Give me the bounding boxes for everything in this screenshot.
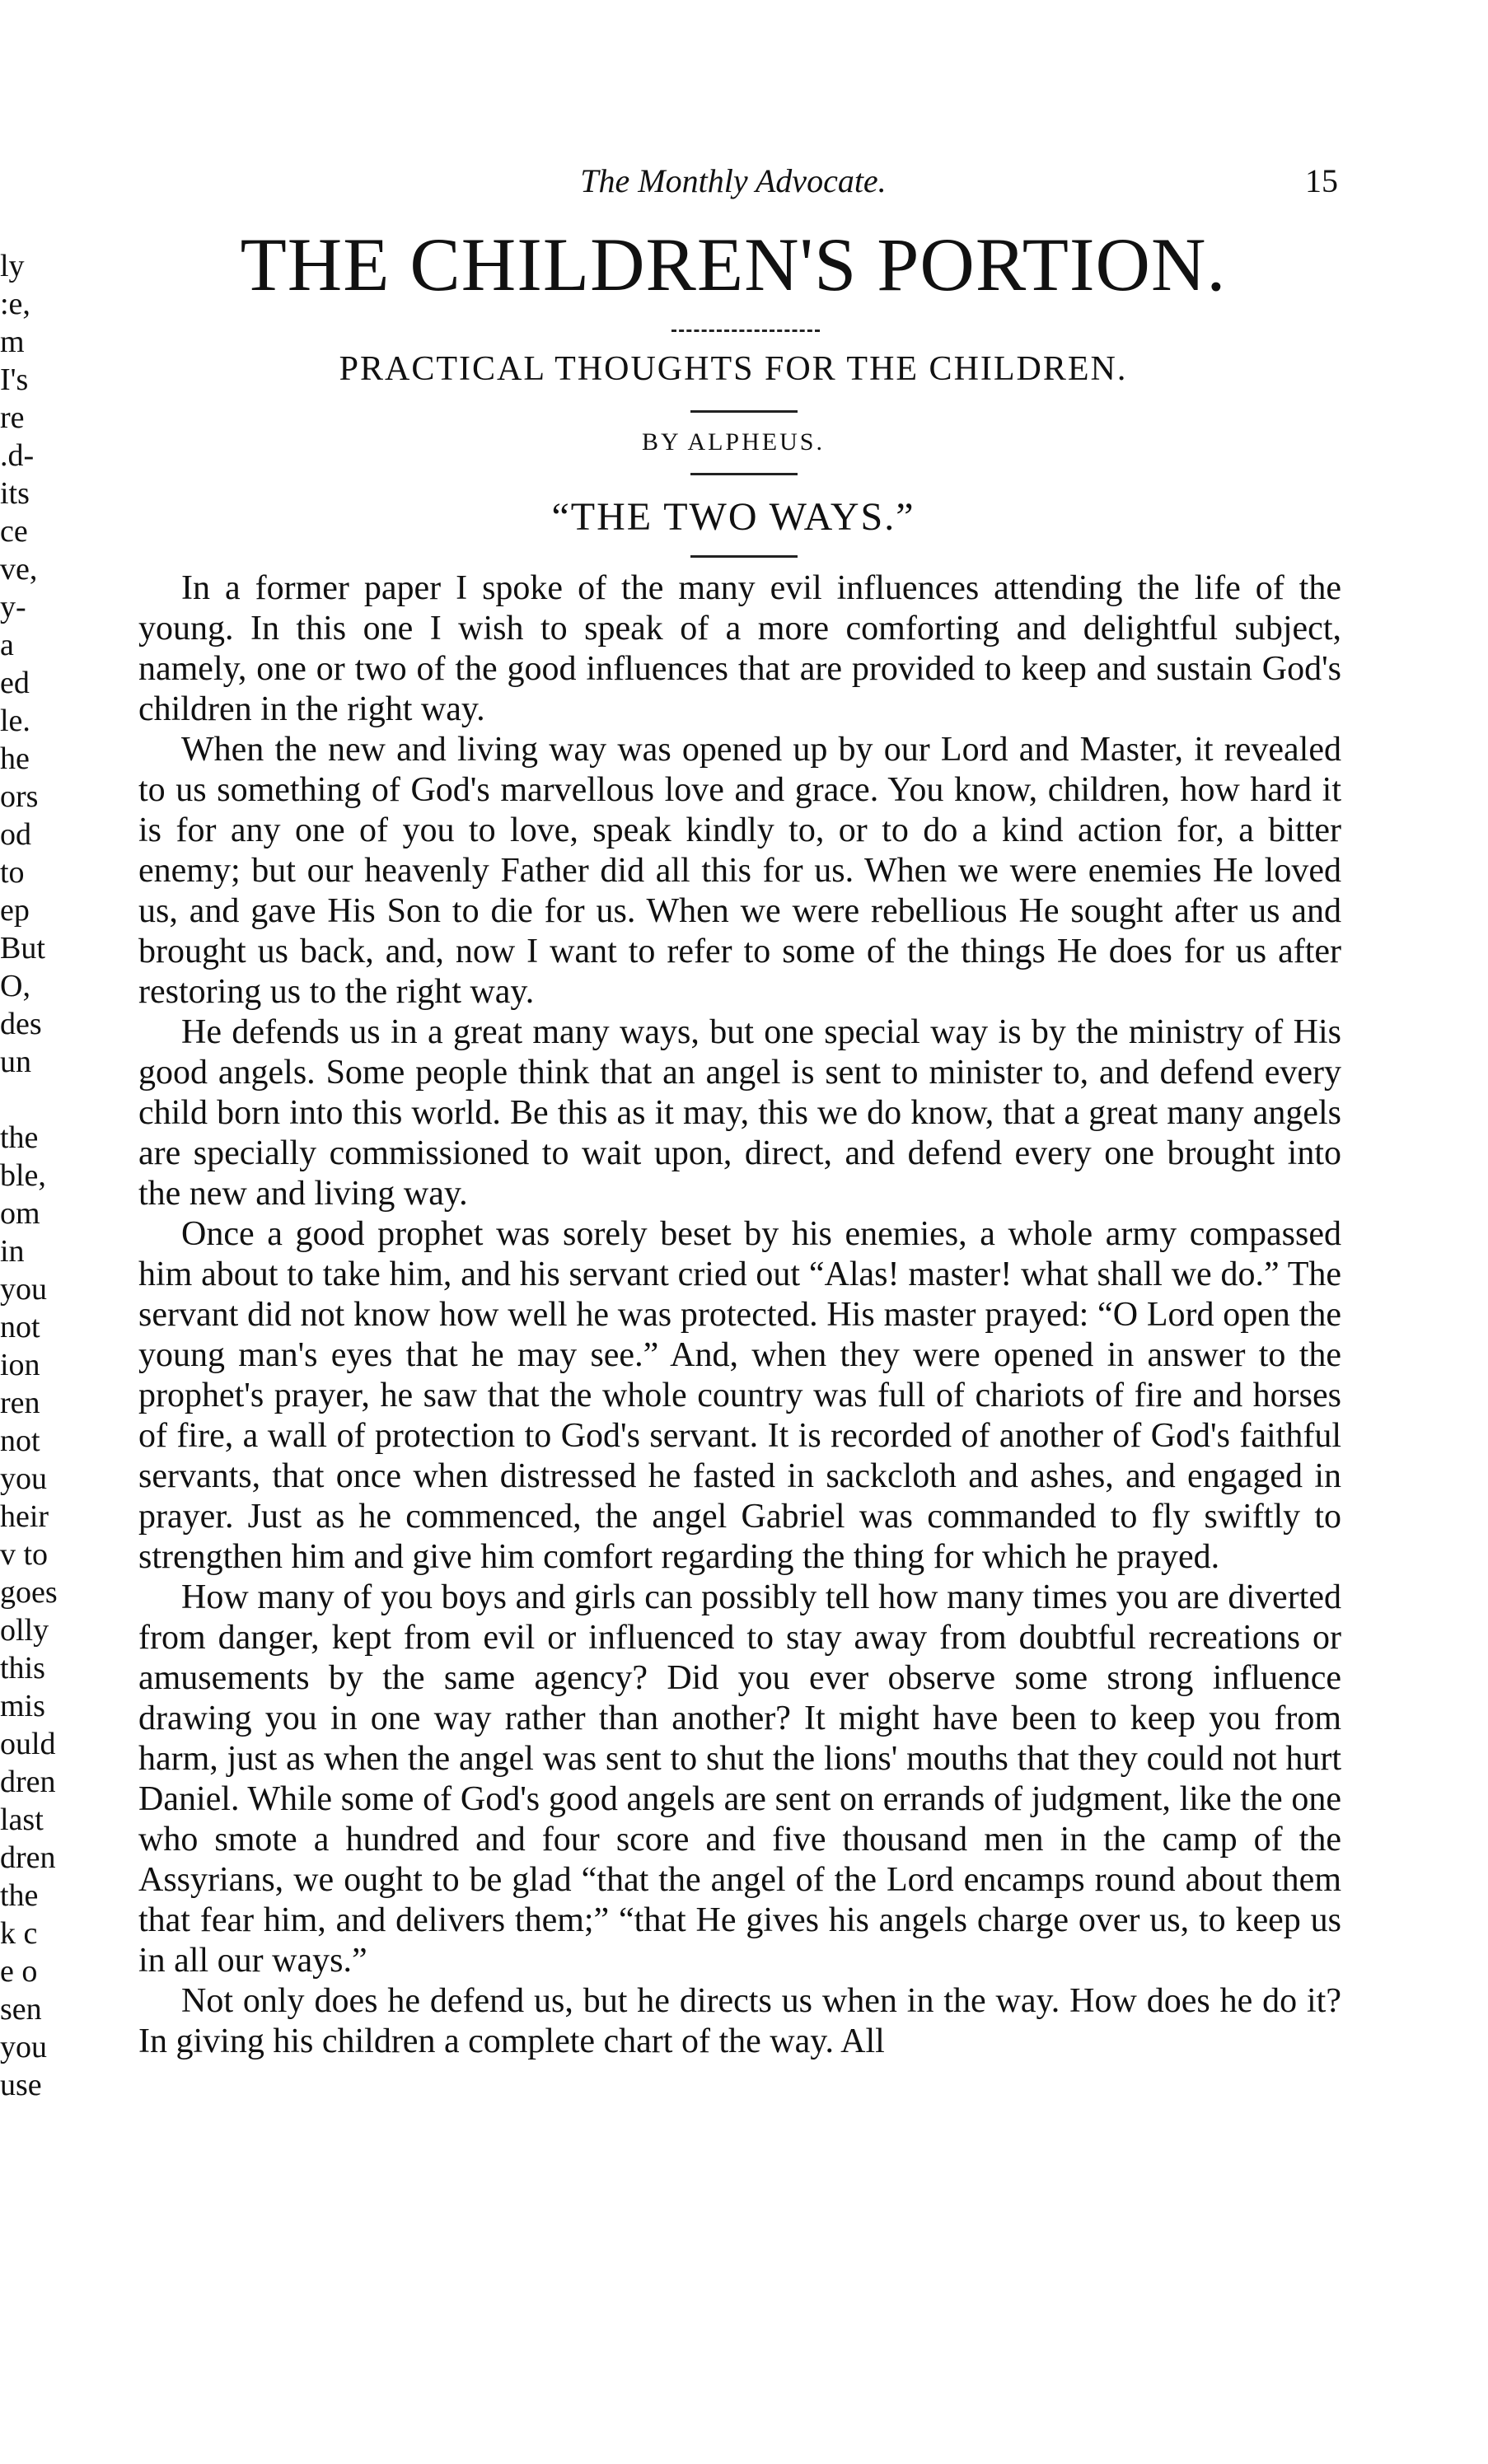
margin-fragment: ould	[0, 1727, 56, 1761]
margin-fragment: ors	[0, 779, 39, 814]
margin-fragment: :e,	[0, 287, 30, 321]
margin-fragment: heir	[0, 1499, 49, 1534]
margin-fragment: not	[0, 1310, 40, 1344]
margin-fragment: v to	[0, 1537, 49, 1572]
margin-fragment: dren	[0, 1765, 56, 1799]
margin-fragment: its	[0, 476, 30, 511]
margin-fragment: re	[0, 400, 25, 435]
margin-fragment: O,	[0, 969, 30, 1003]
margin-fragment: ion	[0, 1348, 40, 1382]
margin-fragment: to	[0, 855, 25, 890]
page-number: 15	[1305, 162, 1338, 199]
margin-fragment: k c	[0, 1916, 38, 1951]
margin-fragment: sen	[0, 1992, 42, 2027]
article-subtitle: PRACTICAL THOUGHTS FOR THE CHILDREN.	[339, 350, 1128, 388]
article-heading: “THE TWO WAYS.”	[551, 495, 915, 539]
margin-fragment: in	[0, 1234, 25, 1269]
margin-fragment: not	[0, 1424, 40, 1458]
margin-fragment: m	[0, 325, 25, 359]
body-paragraph: How many of you boys and girls can possibly tell how many times you are diverted from danger, kept from evil or influenced to stay away from doubtful recreations or amusements by the same agency? Did you ever observe some strong influence drawing you in one way rather than another? It might have been to keep you from harm, just as when the angel was sent to shut the lions' mouths that they could not hurt Daniel. While some of God's good angels are sent on errands of judgment, like the one who smote a hundred and four score and five thousand men in the camp of the Assyrians, we ought to be glad “that the angel of the Lord encamps round about them that fear him, and delivers them;” “that He gives his angels charge over us, to keep us in all our ways.”	[138, 1578, 1341, 1980]
running-head-title: The Monthly Advocate.	[580, 162, 887, 199]
title-rule	[671, 330, 820, 332]
byline-rule	[690, 473, 798, 475]
margin-fragment: e o	[0, 1954, 38, 1989]
margin-fragment: he	[0, 741, 30, 776]
margin-fragment: ep	[0, 893, 30, 928]
margin-fragment: ce	[0, 514, 28, 549]
margin-fragment: last	[0, 1802, 44, 1837]
margin-fragment: om	[0, 1196, 40, 1231]
margin-fragment: ve,	[0, 552, 38, 587]
subtitle-rule	[690, 410, 798, 413]
margin-fragment: you	[0, 2030, 47, 2064]
margin-fragment: you	[0, 1272, 47, 1307]
left-margin-fragments	[0, 247, 115, 2104]
margin-fragment: y-	[0, 590, 26, 624]
margin-fragment: use	[0, 2068, 42, 2102]
body-paragraph: He defends us in a great many ways, but one special way is by the ministry of His good angels. Some people think that an angel is sent to minister to, and defend every child born into this world. Be this as it may, this we do know, that a great many angels are specially commissioned to wait upon, direct, and defend every one brought into the new and living way.	[138, 1013, 1341, 1213]
margin-fragment: le.	[0, 704, 30, 738]
margin-fragment: you	[0, 1461, 47, 1496]
margin-fragment: a	[0, 628, 14, 662]
body-paragraph: Once a good prophet was sorely beset by his enemies, a whole army compassed him about to take him, and his servant cried out “Alas! master! what shall we do.” The servant did not know how well he was protected. His master prayed: “O Lord open the young man's eyes that he may see.” And, when they were opened in answer to the prophet's prayer, he saw that the whole country was full of chariots of fire and horses of fire, a wall of protection to God's servant. It is recorded of another of God's faithful servants, that once when distressed he fasted in sackcloth and ashes, and engaged in prayer. Just as he commenced, the angel Gabriel was commanded to fly swiftly to strengthen him and give him comfort regarding the thing for which he prayed.	[138, 1215, 1341, 1576]
margin-fragment: des	[0, 1007, 42, 1041]
margin-fragment: the	[0, 1120, 39, 1155]
margin-fragment: dren	[0, 1840, 56, 1875]
body-paragraph: Not only does he defend us, but he directs us when in the way. How does he do it? In giving his children a complete chart of the way. All	[138, 1982, 1341, 2060]
margin-fragment: ren	[0, 1386, 40, 1420]
margin-fragment: .d-	[0, 438, 35, 473]
margin-fragment	[0, 1081, 115, 1119]
margin-fragment: olly	[0, 1613, 49, 1648]
margin-fragment: ble,	[0, 1158, 46, 1193]
body-paragraph: In a former paper I spoke of the many evil influences attending the life of the young. In this one I wish to speak of a more comforting and delightful subject, namely, one or two of the good influences that are provided to keep and sustain God's children in the right way.	[138, 569, 1341, 728]
margin-fragment: this	[0, 1651, 45, 1686]
article-body	[138, 568, 1341, 2062]
body-paragraph: When the new and living way was opened up by our Lord and Master, it revealed to us something of God's marvellous love and grace. You know, children, how hard it is for any one of you to love, speak kindly to, or to do a kind action for, a bitter enemy; but our heavenly Father did all this for us. When we were enemies He loved us, and gave His Son to die for us. When we were rebellious He sought after us and brought us back, and, now I want to refer to some of the things He does for us after restoring us to the right way.	[138, 731, 1341, 1011]
margin-fragment: ly	[0, 249, 25, 283]
margin-fragment: ed	[0, 666, 30, 700]
margin-fragment: un	[0, 1045, 31, 1079]
section-title: THE CHILDREN'S PORTION.	[240, 222, 1227, 306]
heading-rule	[690, 555, 798, 558]
margin-fragment: od	[0, 817, 31, 852]
margin-fragment: mis	[0, 1689, 45, 1723]
margin-fragment: the	[0, 1878, 39, 1913]
margin-fragment: I's	[0, 362, 29, 397]
byline: BY ALPHEUS.	[642, 428, 825, 456]
margin-fragment: goes	[0, 1575, 58, 1610]
margin-fragment: But	[0, 931, 45, 965]
